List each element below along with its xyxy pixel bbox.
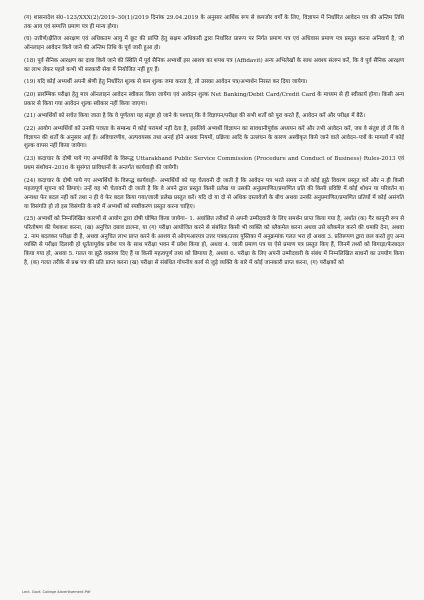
- clause-23-misconduct-rules: (23) कदाचार के दोषी पाये गए अभ्यर्थियों के विरूद्ध Uttarakhand Public Service Commission (Procedure and Conduct of Business) Rules-2013 एवं प्रथम संशोधन–2016 के सुसंगत प्राविधानों के अन्तर्गत कार्यवाही की जायेगी।: [24, 156, 404, 171]
- page-footer: Lect. Govt. College Advertisement.Pdf: [22, 590, 91, 594]
- clause-ga-ews: (ग) शासनादेश सं0–123/XXX(2)/2019–30(1)/2019 दिनांक 29.04.2019 के अनुसार आर्थिक रूप से कमजोर वर्गों के लिए, विज्ञापन में निर्धारित आवेदन पत्र की अन्तिम तिथि तक आय एवं सम्पत्ति प्रमाण पत्र ही मान्य होगा।: [24, 15, 404, 30]
- clause-24-misconduct-action: (24) कदाचार के दोषी पाये गए अभ्यर्थियों के विरूद्ध कार्यवाही– अभ्यर्थियों को यह चेतावनी दी जाती है कि आवेदन पत्र भरते समय न तो कोई झूठे विवरण प्रस्तुत करें और न ही किसी महत्वपूर्ण सूचना को छिपाएं। उन्हें यह भी चेतावनी दी जाती है कि वे अपने द्वारा प्रस्तुत किसी प्रलेख या उसकी अनुप्रमाणित/प्रमाणित प्रति की किसी प्रविष्टि में कोई शोधन या परिवर्तन या अन्यथा फेर बदल नहीं करें तथा न ही वे फेर बदल किया गया/जाली प्रलेख प्रस्तुत करें। यदि दो या दो से अधिक दस्तावेजों के बीच अथवा उनकी अनुप्रमाणित/प्रमाणित प्रतियों में कोई असंगति या विसंगति हो तो इस विसंगति के बारे में अभ्यर्थी को स्पष्टीकरण प्रस्तुत करना चाहिए।: [24, 177, 404, 210]
- clause-18-ex-servicemen: (18) पूर्व सैनिक आरक्षण का दावा किये जाने की स्थिति में पूर्व सैनिक अभ्यर्थी इस आशय का शपथ पत्र (Affidavit) अन्य अभिलेखों के साथ अवश्य संलग्न करें, कि वे पूर्व सैनिक आरक्षण का लाभ लेकर पहले कभी भी सरकारी सेवा में नियोजित नहीं हुए हैं।: [24, 57, 404, 73]
- clause-22-no-advice: (22) आयोग अभ्यर्थियों को उनकी पात्रता के सम्बन्ध में कोई परामर्श नहीं देता है, इसलिये अभ्यर्थी विज्ञापन का सावधानीपूर्वक अध्ययन करें और तभी आवेदन करें, जब वे संतुष्ट हो लें कि वे विज्ञापन की शर्तों के अनुसार अर्ह हैं। अविचारणीय, अल्पवयस्क तथा अनर्ह होने अथवा नियमों, प्रक्रिया आदि के उल्लंघन के कारण अस्वीकृत किये जाने वाले आवेदन–पत्रों के मामलों में कोई शुल्क वापस नहीं किया जायेगा।: [24, 126, 404, 150]
- clause-20-online-application: (20) प्रारम्भिक परीक्षा हेतु मात्र ऑनलाइन आवेदन स्वीकार किया जायेगा एवं आवेदन शुल्क Net Banking/Debit Card/Credit Card के माध्यम से ही स्वीकार्य होगा। किसी अन्य प्रकार से किया गया आवेदन शुल्क स्वीकार नहीं किया जाएगा।: [24, 91, 404, 107]
- clause-gha-certificates: (घ) उत्तीर्ण/क्षैतिज आरक्षण एवं अधिकतम आयु में छूट की प्राप्ति हेतु सक्षम अधिकारी द्वारा निर्धारित प्रारूप पर निर्गत प्रमाण पत्र एवं अधिवास प्रमाण पत्र प्रस्तुत करना अनिवार्य है, जो ऑनलाइन आवेदन किये जाने की अन्तिम तिथि के पूर्व जारी हुआ हो।: [24, 36, 404, 52]
- clause-25-guilty-reasons: (25) अभ्यर्थी को निम्नलिखित कारणों से आयोग द्वारा दोषी घोषित किया जायेगा– 1. अवांछित तरीकों से अपनी उम्मीदवारी के लिए समर्थन प्राप्त किया गया है, अर्थात (क) गैर कानूनी रूप से परितोषण की पेशकश करना, (ख) अनुचित दबाव डालना, या (ग) परीक्षा आयोजित करने से संबंधित किसी भी व्यक्ति को ब्लैकमेल करना अथवा उसे ब्लैकमेल करने की धमकी देना, अथवा 2. नाम बदलकर परीक्षा दी है, अथवा अनुचित लाभ प्राप्त करने के आशय से ओएमआरपत्र उत्तर पत्रक/उत्तर पुस्तिका में अनुक्रमांक गलत भरा हो अथवा 3. प्रतिरूपण द्वारा छल करते हुए अन्य व्यक्ति से परीक्षा दिलायी हो धूर्ततापूर्वक प्रवेश पत्र के साथ परीक्षा भवन में प्रवेश किया हो, अथवा 4. जाली प्रमाण पत्र या ऐसे प्रमाण पत्र प्रस्तुत किए हैं, जिनमें तथ्यों को बिगाड़ा/फेरबदल किया गया हो, अथवा 5. गलत या झूठे वक्तव्य दिए हैं या किसी महत्वपूर्ण तथ्य को छिपाया है, अथवा 6. परीक्षा के लिए अपनी उम्मीदवारी के संबंध में निम्नलिखित साधनों का उपयोग किया है, (क) गलत तरीके से प्रश्न पत्र की प्रति प्राप्त करना (ख) परीक्षा से संबंधित गोपनीय कार्य से जुड़े व्यक्ति के बारे में कोई जानकारी प्राप्त करना, (ग) परीक्षकों को: [24, 216, 404, 266]
- clause-21-eligibility-warning: (21) अभ्यर्थियों को सचेत किया जाता है कि वे पूर्णतया यह संतुष्ट हो जाने के पश्चात् कि वे विज्ञापन/परीक्षा की सभी शर्तों को पूरा करते हैं, आवेदन करें और परीक्षा में बैठें।: [24, 113, 365, 120]
- clause-19-fee: (19) यदि कोई अभ्यर्थी अपनी श्रेणी हेतु निर्धारित शुल्क से कम शुल्क जमा करता है, तो उसका आवेदन पत्र/अभ्यर्थन निरस्त कर दिया जायेगा।: [24, 79, 308, 86]
